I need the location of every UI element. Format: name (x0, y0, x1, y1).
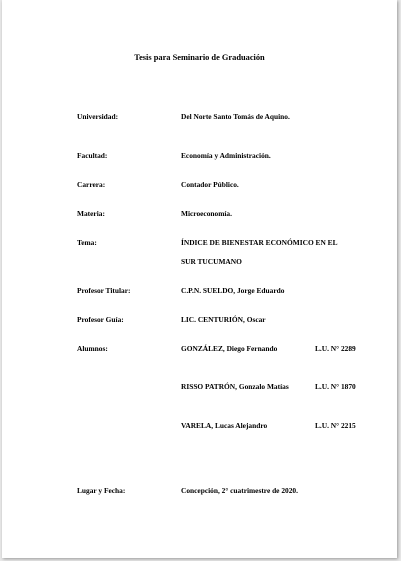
label-materia: Materia: (77, 209, 105, 218)
value-tema-line-1: ÍNDICE DE BIENESTAR ECONÓMICO EN EL (181, 238, 338, 247)
student-name: RISSO PATRÓN, Gonzalo Matías (181, 382, 289, 391)
value-profesor-guia: LIC. CENTURIÓN, Oscar (181, 315, 266, 324)
document-title: Tesis para Seminario de Graduación (134, 53, 265, 62)
label-carrera: Carrera: (77, 180, 106, 189)
value-lugar-fecha: Concepción, 2° cuatrimestre de 2020. (181, 486, 298, 495)
label-lugar-fecha: Lugar y Fecha: (77, 486, 126, 495)
label-profesor-guia: Profesor Guía: (77, 315, 124, 324)
student-id: L.U. N° 1870 (315, 382, 356, 391)
value-carrera: Contador Público. (181, 180, 239, 189)
label-tema: Tema: (77, 238, 97, 247)
student-name: GONZÁLEZ, Diego Fernando (181, 344, 278, 353)
label-facultad: Facultad: (77, 151, 108, 160)
label-profesor-titular: Profesor Titular: (77, 286, 131, 295)
value-materia: Microeconomía. (181, 209, 232, 218)
value-universidad: Del Norte Santo Tomás de Aquino. (181, 112, 290, 121)
label-alumnos: Alumnos: (77, 344, 108, 353)
student-name: VARELA, Lucas Alejandro (181, 421, 268, 430)
value-tema-line-2: SUR TUCUMANO (181, 257, 242, 266)
document-page (2, 0, 397, 558)
student-id: L.U. N° 2289 (315, 344, 356, 353)
value-profesor-titular: C.P.N. SUELDO, Jorge Eduardo (181, 286, 285, 295)
label-universidad: Universidad: (77, 112, 119, 121)
student-id: L.U. N° 2215 (315, 421, 356, 430)
value-facultad: Economía y Administración. (181, 151, 271, 160)
